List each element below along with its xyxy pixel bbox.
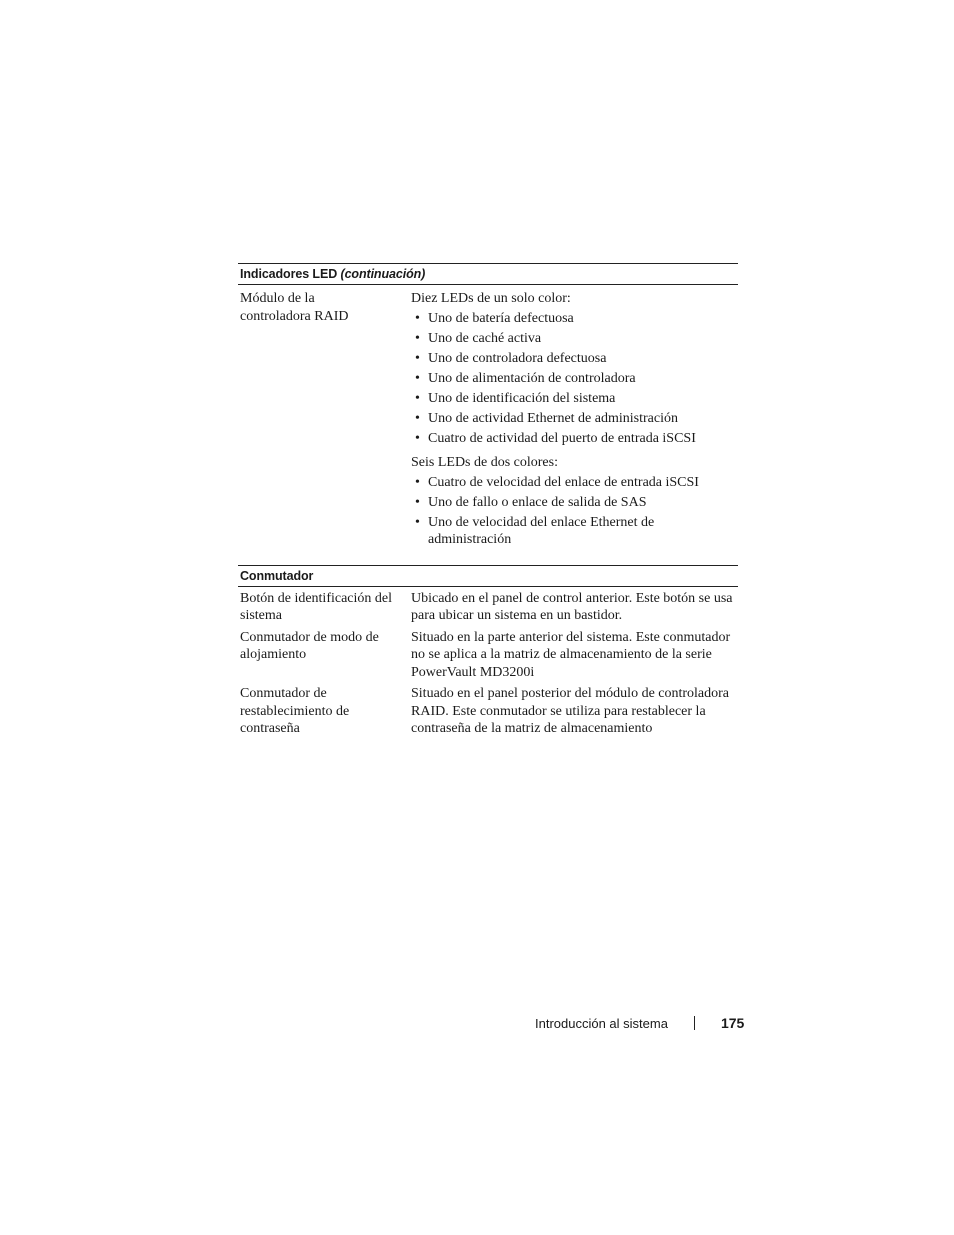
list-item: • Uno de alimentación de controladora bbox=[411, 370, 736, 388]
table-row bbox=[238, 681, 738, 738]
table-row-raid-module bbox=[238, 285, 738, 549]
row-label: Conmutador de restablecimiento de contraseña bbox=[240, 686, 350, 736]
row-description bbox=[411, 290, 738, 549]
table-row bbox=[238, 587, 738, 625]
list-intro: Diez LEDs de un solo color: bbox=[411, 291, 571, 306]
row-description: Situado en la parte anterior del sistema. Este conmutador no se aplica a la matriz de almacenamiento de la serie PowerVault MD3200i bbox=[411, 629, 731, 680]
list-item: • Cuatro de velocidad del enlace de entrada iSCSI bbox=[411, 474, 666, 492]
bicolor-led-list bbox=[411, 474, 699, 549]
list-item: • Uno de batería defectuosa bbox=[411, 310, 736, 328]
row-label: Módulo de la controladora RAID bbox=[240, 291, 349, 324]
led-table bbox=[238, 263, 738, 738]
section-header-led bbox=[238, 264, 738, 284]
page-number: 175 bbox=[720, 1015, 745, 1031]
list-item: • Uno de fallo o enlace de salida de SAS bbox=[411, 494, 666, 512]
row-label: Botón de identificación del sistema bbox=[240, 590, 393, 623]
single-color-led-list bbox=[411, 310, 736, 448]
list-item: • Uno de caché activa bbox=[411, 330, 736, 348]
table-row bbox=[238, 625, 738, 682]
list-item: • Cuatro de actividad del puerto de entrada iSCSI bbox=[411, 430, 736, 448]
row-description: Ubicado en el panel de control anterior. Este botón se usa para ubicar un sistema en un bastidor. bbox=[411, 590, 733, 623]
footer-section-title: Introducción al sistema bbox=[535, 1015, 668, 1031]
list-item: • Uno de velocidad del enlace Ethernet de administración bbox=[411, 514, 666, 549]
section-title: Conmutador bbox=[240, 568, 314, 583]
section-title: Indicadores LED bbox=[240, 267, 338, 281]
list-item: • Uno de controladora defectuosa bbox=[411, 350, 736, 368]
list-item: • Uno de identificación del sistema bbox=[411, 390, 736, 408]
list-intro: Seis LEDs de dos colores: bbox=[411, 454, 558, 470]
continuation-note: (continuación) bbox=[340, 267, 426, 281]
footer-separator bbox=[694, 1016, 695, 1030]
row-label: Conmutador de modo de alojamiento bbox=[240, 629, 379, 662]
row-description: Situado en el panel posterior del módulo de controladora RAID. Este conmutador se utiliza para restablecer la contraseña de la matriz de almacenamiento bbox=[411, 686, 730, 736]
page-footer bbox=[535, 1015, 744, 1031]
section-header-switch bbox=[238, 566, 738, 586]
list-item: • Uno de actividad Ethernet de administración bbox=[411, 410, 736, 428]
